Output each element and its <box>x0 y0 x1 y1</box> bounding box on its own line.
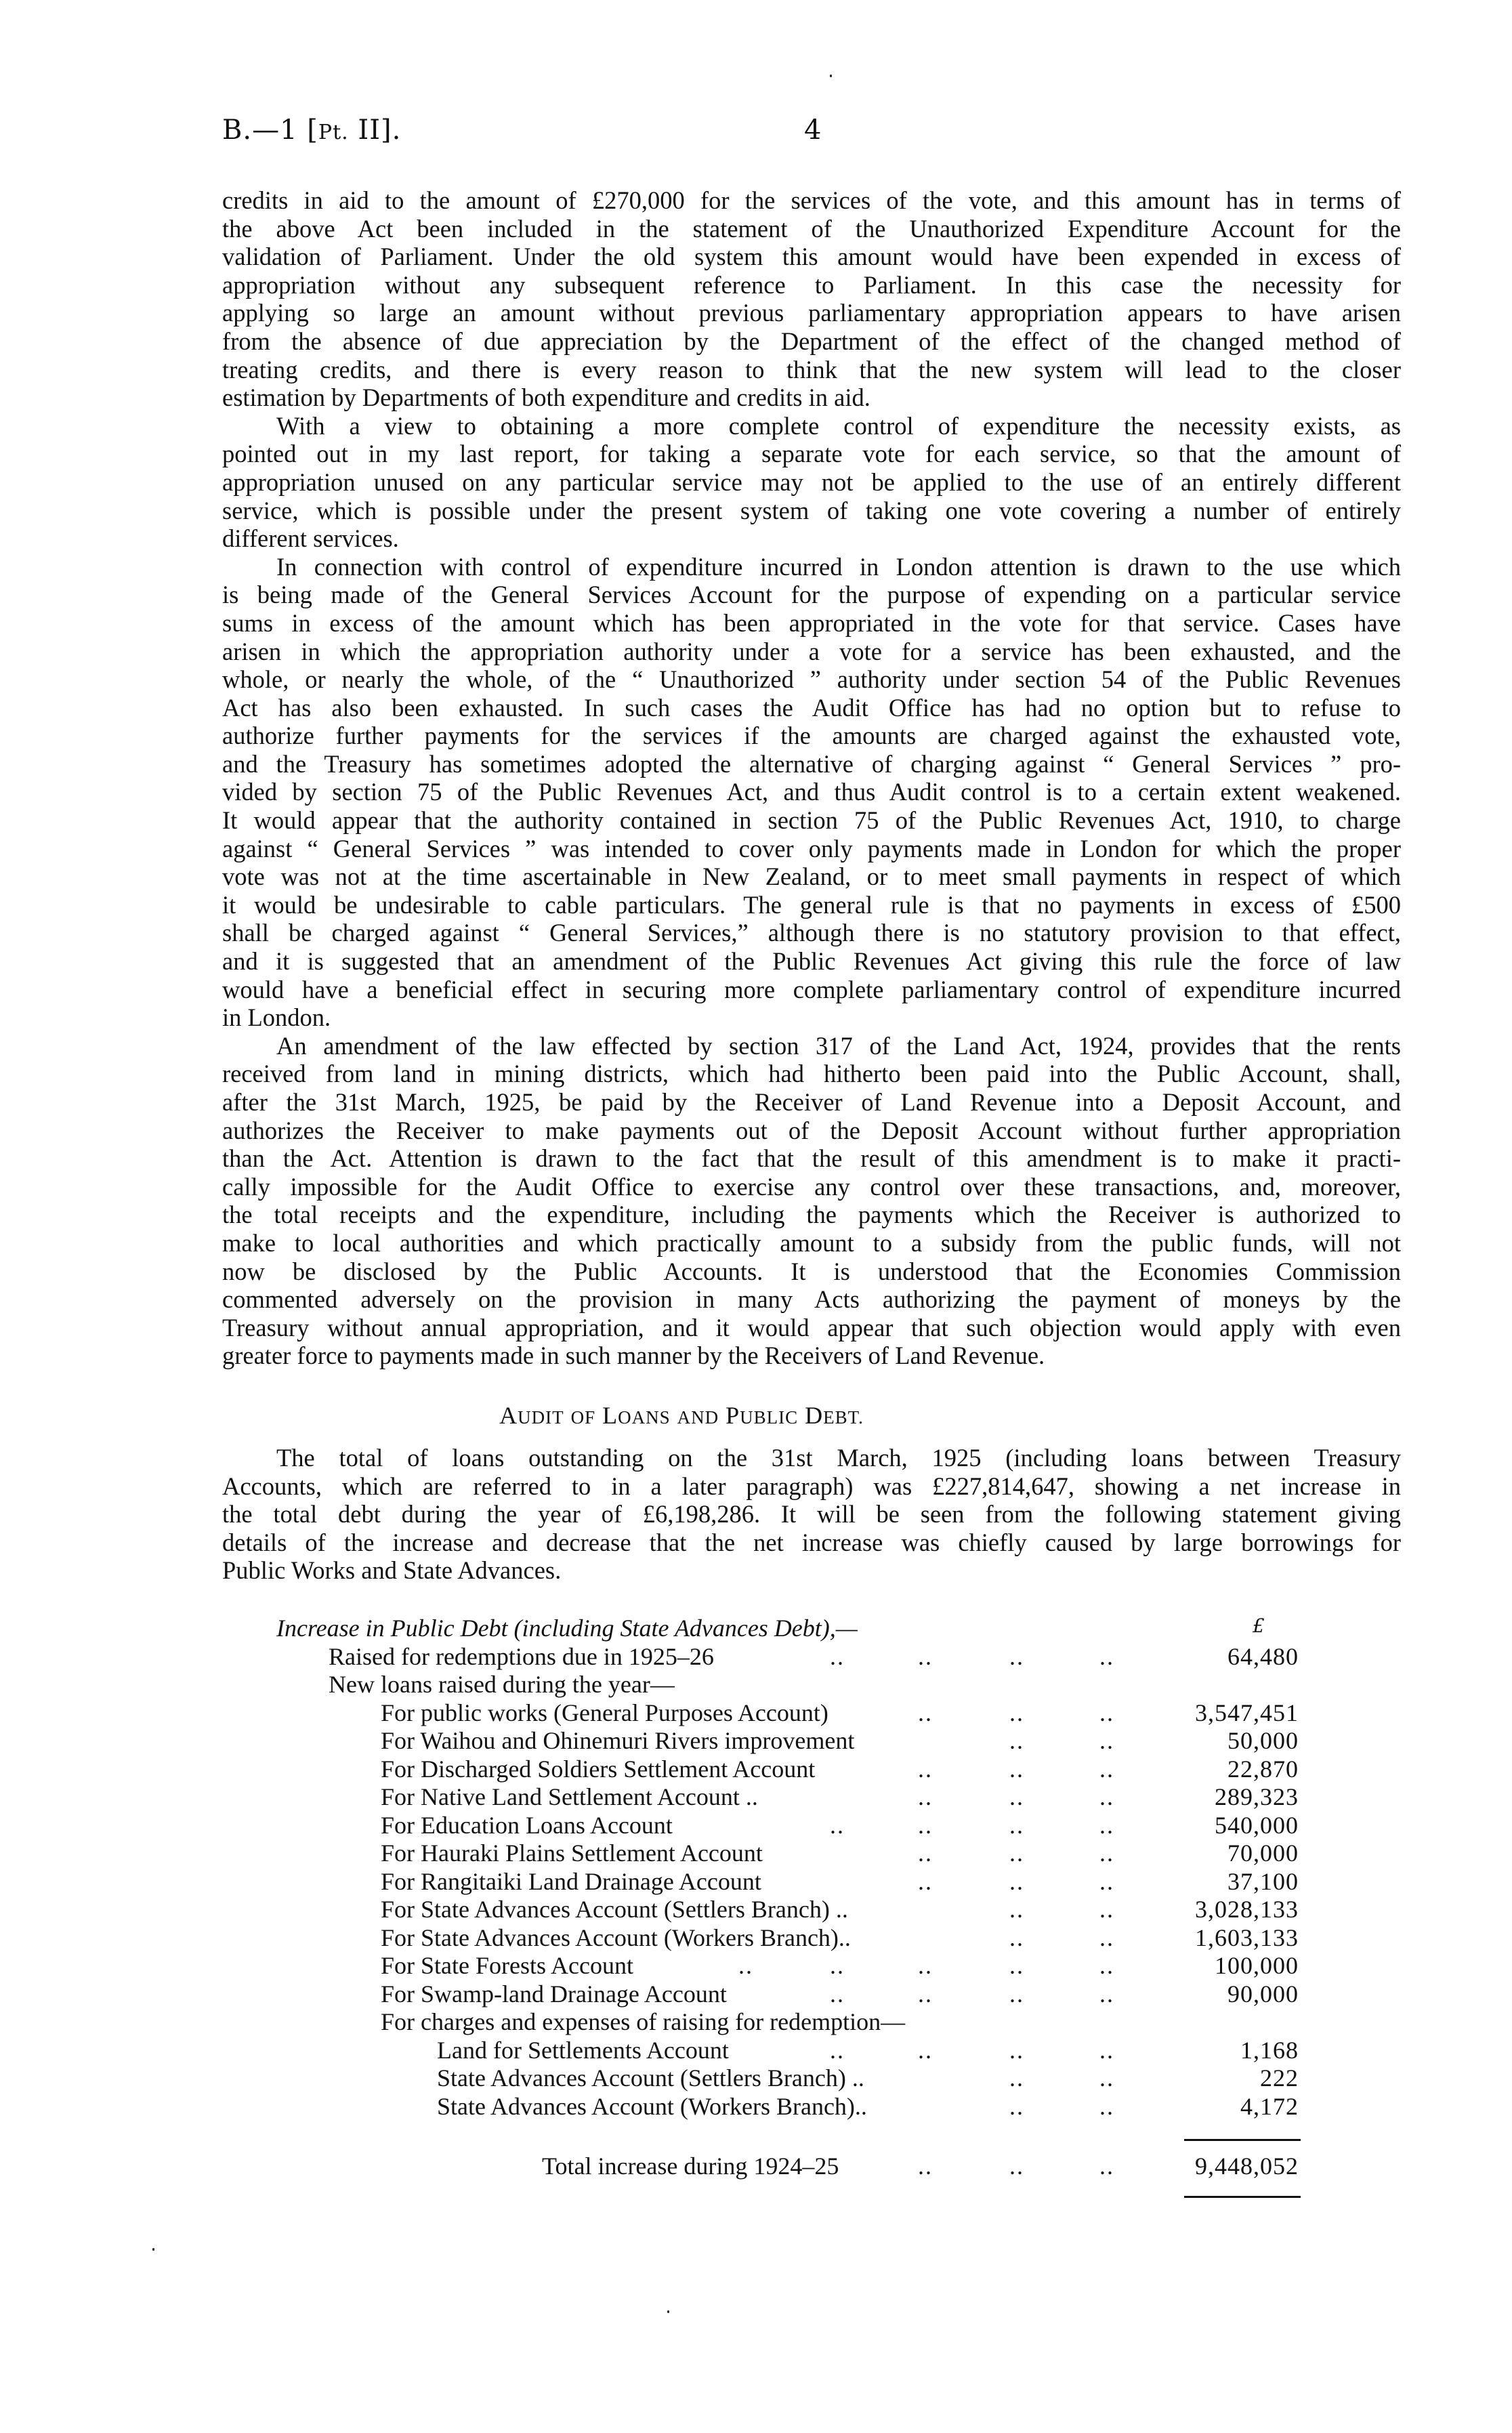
paragraph-line: Accounts, which are referred to in a later paragraph) was £227,814,647, showing a net increase in <box>222 1472 1401 1500</box>
dot-leader: .. <box>1099 1642 1114 1670</box>
row-amount: 70,000 <box>1227 1839 1299 1867</box>
dot-leader: .. <box>1009 1642 1024 1670</box>
doc-ref-prefix: B.—1 [ <box>222 115 318 146</box>
paragraph-line: the total debt during the year of £6,198,286. It will be seen from the following statement giving <box>222 1500 1401 1529</box>
paragraph-line: The total of loans outstanding on the 31st March, 1925 (including loans between Treasury <box>276 1444 1401 1472</box>
paragraph-line: credits in aid to the amount of £270,000 for the services of the vote, and this amount has in terms of <box>222 186 1401 214</box>
dot-leader: .. <box>1009 1923 1024 1951</box>
dot-leader: .. <box>918 2153 933 2180</box>
row-label: For Rangitaiki Land Drainage Account <box>381 1867 761 1895</box>
dot-leader: .. <box>1099 1811 1114 1839</box>
dot-leader: .. <box>1009 2092 1024 2120</box>
dot-leader: .. <box>1099 1839 1114 1867</box>
dot-leader: .. <box>1099 2036 1114 2064</box>
row-label: For public works (General Purposes Account) <box>381 1699 828 1726</box>
section-heading: AUDIT OF LOANS AND PUBLIC DEBT. <box>499 1402 864 1429</box>
table-row <box>0 2037 1512 2064</box>
dot-leader: .. <box>1009 1952 1024 1979</box>
paragraph-line: from the absence of due appreciation by the Department of the effect of the changed method of <box>222 327 1401 355</box>
dot-leader: .. <box>1009 1811 1024 1839</box>
table-row <box>0 1643 1512 1671</box>
total-rule-top <box>1184 2139 1301 2141</box>
dot-leader: .. <box>1009 2036 1024 2064</box>
statement-title <box>0 1615 1512 1642</box>
doc-ref-suffix: II]. <box>348 115 402 146</box>
paragraph-line: the total receipts and the expenditure, including the payments which the Receiver is authorized to <box>222 1201 1401 1229</box>
dot-leader: .. <box>1099 1923 1114 1951</box>
paragraph-line: and the Treasury has sometimes adopted the alternative of charging against “ General Services ” pro- <box>222 749 1401 778</box>
scan-speck <box>830 75 832 77</box>
paragraph-line: With a view to obtaining a more complete control of expenditure the necessity exists, as <box>276 411 1401 440</box>
table-row <box>0 1952 1512 1980</box>
paragraph-line: estimation by Departments of both expenditure and credits in aid. <box>222 383 870 412</box>
dot-leader: .. <box>918 1755 933 1783</box>
total-row <box>0 2153 1512 2180</box>
paragraph-line: against “ General Services ” was intended to cover only payments made in London for which the proper <box>222 834 1401 862</box>
paragraph-line: authorizes the Receiver to make payments out of the Deposit Account without further appropriation <box>222 1116 1401 1144</box>
paragraph-line: In connection with control of expenditure incurred in London attention is drawn to the use which <box>276 552 1401 581</box>
dot-leader: .. <box>1009 1783 1024 1810</box>
paragraph-line: is being made of the General Services Account for the purpose of expending on a particular service <box>222 581 1401 609</box>
dot-leader: .. <box>1099 1699 1114 1726</box>
row-label: For State Advances Account (Settlers Branch) .. <box>381 1896 848 1923</box>
row-label: For Discharged Soldiers Settlement Account <box>381 1755 816 1783</box>
paragraph-line: sums in excess of the amount which has been appropriated in the vote for that service. Cases have <box>222 608 1401 637</box>
paragraph-line: greater force to payments made in such manner by the Receivers of Land Revenue. <box>222 1342 1045 1370</box>
row-label: For Swamp-land Drainage Account <box>381 1980 727 2008</box>
doc-ref-part: Pt. <box>318 121 349 144</box>
dot-leader: .. <box>918 1839 933 1867</box>
row-amount: 90,000 <box>1227 1980 1299 2008</box>
paragraph-line: Treasury without annual appropriation, and it would appear that such objection would apply with even <box>222 1313 1401 1342</box>
row-amount: 1,168 <box>1240 2036 1299 2064</box>
row-label: For State Advances Account (Workers Branch).. <box>381 1923 851 1951</box>
dot-leader: .. <box>918 1867 933 1895</box>
row-amount: 22,870 <box>1227 1755 1299 1783</box>
row-label: For Waihou and Ohinemuri Rivers improvement <box>381 1727 855 1754</box>
paragraph-line: after the 31st March, 1925, be paid by the Receiver of Land Revenue into a Deposit Account, and <box>222 1088 1401 1116</box>
table-row <box>0 2008 1512 2036</box>
paragraph-line: Act has also been exhausted. In such cases the Audit Office has had no option but to refuse to <box>222 693 1401 722</box>
table-row <box>0 1783 1512 1811</box>
paragraph-line: make to local authorities and which practically amount to a subsidy from the public funds, will not <box>222 1228 1401 1257</box>
table-row <box>0 1727 1512 1755</box>
paragraph-line: and it is suggested that an amendment of the Public Revenues Act giving this rule the force of law <box>222 947 1401 976</box>
dot-leader: .. <box>918 1699 933 1726</box>
paragraph-line: the above Act been included in the statement of the Unauthorized Expenditure Account for the <box>222 214 1401 243</box>
dot-leader: .. <box>830 2036 845 2064</box>
table-row <box>0 1980 1512 2008</box>
paragraph-line: in London. <box>222 1003 331 1032</box>
table-row <box>0 2093 1512 2121</box>
paragraph-line: it would be undesirable to cable particulars. The general rule is that no payments in excess of £500 <box>222 890 1401 919</box>
dot-leader: .. <box>918 2036 933 2064</box>
paragraph-line: arisen in which the appropriation authority under a vote for a service has been exhausted, and the <box>222 637 1401 665</box>
dot-leader: .. <box>1009 1839 1024 1867</box>
dot-leader: .. <box>830 1642 845 1670</box>
dot-leader: .. <box>830 1952 845 1979</box>
dot-leader: .. <box>1009 2064 1024 2092</box>
dot-leader: .. <box>830 1980 845 2008</box>
row-amount: 1,603,133 <box>1195 1923 1299 1951</box>
paragraph-line: shall be charged against “ General Services,” although there is no statutory provision to that effect, <box>222 919 1401 947</box>
scan-speck <box>152 2248 154 2251</box>
row-amount: 3,028,133 <box>1195 1896 1299 1923</box>
row-amount: 50,000 <box>1227 1727 1299 1754</box>
row-label: Increase in Public Debt (including State Advances Debt),— <box>276 1615 858 1642</box>
dot-leader: .. <box>1009 1755 1024 1783</box>
page-number: 4 <box>804 115 822 146</box>
dot-leader: .. <box>918 1811 933 1839</box>
row-label: Raised for redemptions due in 1925–26 <box>329 1642 714 1670</box>
total-amount: 9,448,052 <box>1195 2153 1299 2180</box>
dot-leader: .. <box>1009 1867 1024 1895</box>
row-amount: 37,100 <box>1227 1867 1299 1895</box>
table-row <box>0 1755 1512 1783</box>
row-label: New loans raised during the year— <box>329 1671 675 1698</box>
dot-leader: .. <box>1009 1727 1024 1754</box>
dot-leader: .. <box>1099 2153 1114 2180</box>
table-row <box>0 1699 1512 1727</box>
paragraph-line: pointed out in my last report, for taking a separate vote for each service, so that the amount of <box>222 440 1401 468</box>
paragraph-line: now be disclosed by the Public Accounts. It is understood that the Economies Commission <box>222 1257 1401 1285</box>
dot-leader: .. <box>1009 1980 1024 2008</box>
row-label: State Advances Account (Workers Branch).. <box>437 2092 867 2120</box>
dot-leader: .. <box>918 1783 933 1810</box>
dot-leader: .. <box>1009 1896 1024 1923</box>
paragraph-line: vote was not at the time ascertainable in New Zealand, or to meet small payments in respect of which <box>222 862 1401 891</box>
row-label: For Native Land Settlement Account .. <box>381 1783 758 1810</box>
dot-leader: .. <box>918 1980 933 2008</box>
paragraph-line: authorize further payments for the services if the amounts are charged against the exhausted vote, <box>222 722 1401 750</box>
paragraph-line: received from land in mining districts, which had hitherto been paid into the Public Account, shall, <box>222 1060 1401 1088</box>
paragraph-line: treating credits, and there is every reason to think that the new system will lead to the closer <box>222 355 1401 383</box>
dot-leader: .. <box>918 1642 933 1670</box>
paragraph-line: vided by section 75 of the Public Revenues Act, and thus Audit control is to a certain extent weakened. <box>222 778 1401 806</box>
scan-speck <box>667 2310 669 2313</box>
row-amount: 3,547,451 <box>1195 1699 1299 1726</box>
paragraph-line: details of the increase and decrease that the net increase was chiefly caused by large borrowings for <box>222 1528 1401 1556</box>
paragraph-line: validation of Parliament. Under the old system this amount would have been expended in excess of <box>222 243 1401 271</box>
dot-leader: .. <box>1099 1867 1114 1895</box>
row-label: State Advances Account (Settlers Branch) .. <box>437 2064 864 2092</box>
dot-leader: .. <box>918 1952 933 1979</box>
paragraph-line: An amendment of the law effected by section 317 of the Land Act, 1924, provides that the rents <box>276 1031 1401 1060</box>
dot-leader: .. <box>1009 2153 1024 2180</box>
row-amount: 4,172 <box>1240 2092 1299 2120</box>
dot-leader: .. <box>1099 1727 1114 1754</box>
row-amount: 289,323 <box>1215 1783 1299 1810</box>
row-amount: 64,480 <box>1227 1642 1299 1670</box>
row-amount: 100,000 <box>1215 1952 1299 1979</box>
loans-paragraph <box>222 1444 1401 1585</box>
paragraph-line: than the Act. Attention is drawn to the fact that the result of this amendment is to make it practi- <box>222 1144 1401 1173</box>
row-amount: 540,000 <box>1215 1811 1299 1839</box>
paragraph-line: applying so large an amount without previous parliamentary appropriation appears to have arisen <box>222 299 1401 327</box>
paragraph-line: appropriation without any subsequent reference to Parliament. In this case the necessity for <box>222 270 1401 299</box>
total-rule-bottom <box>1184 2196 1301 2198</box>
row-label: For State Forests Account <box>381 1952 633 1979</box>
body-text <box>222 186 1401 1370</box>
paragraph-line: appropriation unused on any particular service may not be applied to the use of an entirely different <box>222 467 1401 496</box>
row-label: For Hauraki Plains Settlement Account <box>381 1839 763 1867</box>
dot-leader: .. <box>1099 2064 1114 2092</box>
table-row <box>0 1671 1512 1699</box>
row-label: Land for Settlements Account <box>437 2036 729 2064</box>
dot-leader: .. <box>1099 1755 1114 1783</box>
paragraph-line: cally impossible for the Audit Office to exercise any control over these transactions, and, moreover, <box>222 1172 1401 1201</box>
dot-leader: .. <box>830 1811 845 1839</box>
table-row <box>0 1896 1512 1923</box>
paragraph-line: different services. <box>222 524 399 553</box>
dot-leader: .. <box>1099 2092 1114 2120</box>
table-row <box>0 1868 1512 1896</box>
paragraph-line: whole, or nearly the whole, of the “ Unauthorized ” authority under section 54 of the Public Revenues <box>222 665 1401 694</box>
table-row <box>0 2064 1512 2092</box>
paragraph-line: It would appear that the authority contained in section 75 of the Public Revenues Act, 1910, to charge <box>222 806 1401 835</box>
paragraph-line: would have a beneficial effect in securing more complete parliamentary control of expenditure incurred <box>222 975 1401 1003</box>
total-label: Total increase during 1924–25 <box>542 2153 839 2180</box>
row-label: For Education Loans Account <box>381 1811 673 1839</box>
dot-leader: .. <box>1099 1980 1114 2008</box>
paragraph-line: commented adversely on the provision in many Acts authorizing the payment of moneys by the <box>222 1285 1401 1314</box>
paragraph-line: service, which is possible under the present system of taking one vote covering a number of entirely <box>222 496 1401 524</box>
row-amount: 222 <box>1260 2064 1299 2092</box>
table-row <box>0 1924 1512 1952</box>
table-row <box>0 1839 1512 1867</box>
table-row <box>0 1812 1512 1839</box>
dot-leader: .. <box>1099 1952 1114 1979</box>
dot-leader: .. <box>1009 1699 1024 1726</box>
dot-leader: .. <box>1099 1896 1114 1923</box>
document-reference <box>222 114 401 149</box>
row-label: For charges and expenses of raising for redemption— <box>381 2008 906 2035</box>
dot-leader: .. <box>1099 1783 1114 1810</box>
paragraph-line: Public Works and State Advances. <box>222 1556 562 1585</box>
currency-column-header: £ <box>1253 1615 1265 1637</box>
dot-leader: .. <box>738 1952 753 1979</box>
